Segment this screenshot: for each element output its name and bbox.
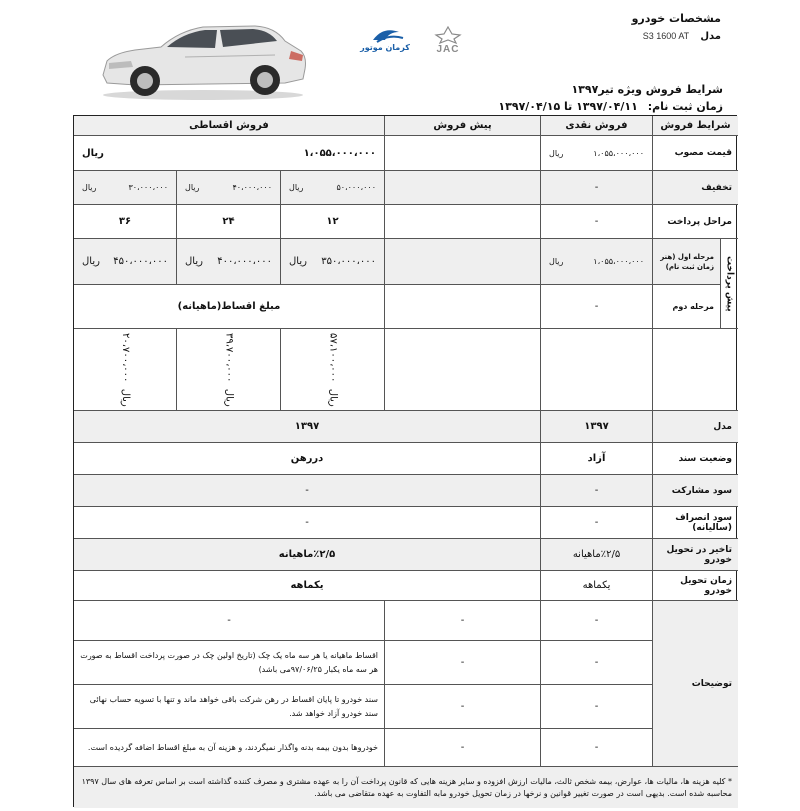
row-label-cancellation-profit: سود انصراف (سالیانه) [653, 507, 738, 539]
currency-label: ریال [82, 256, 100, 267]
cash-price-value: ۱،۰۵۵،۰۰۰،۰۰۰ [593, 148, 644, 158]
row-label-delivery-time: زمان تحویل خودرو [653, 571, 738, 601]
cash-cancellation-profit: - [541, 507, 653, 539]
cash-discount: - [541, 171, 653, 205]
model-value: S3 1600 AT [642, 31, 690, 41]
installment-note-4: خودروها بدون بیمه بدنه واگذار نمیگردند، و هزینه آن به مبلغ اقساط اضافه گردیده است. [74, 729, 385, 767]
cash-stage-two: - [541, 285, 653, 329]
monthly-amount: ۳۹،۷۰۰،۰۰۰ [223, 332, 235, 383]
jac-logo [424, 26, 472, 56]
installment-cancellation-profit: - [74, 507, 541, 539]
row-label-stage-two: مرحله دوم [653, 285, 721, 329]
pre-sale-note-4: - [385, 729, 541, 767]
installment-stage-one-2 [177, 239, 281, 285]
pre-sale-stage-one [385, 239, 541, 285]
cash-payment-stages: - [541, 205, 653, 239]
row-label-delivery-delay: تاخیر در تحویل خودرو [653, 539, 738, 571]
row-label-model: مدل [653, 411, 738, 443]
row-label-notes: توضیحات [653, 601, 738, 767]
currency-label: ریال [327, 388, 339, 407]
row-label-stage-one: مرحله اول (هنر زمان ثبت نام) [653, 239, 721, 285]
car-image [95, 17, 310, 102]
installment-monthly-label: مبلغ اقساط(ماهیانه) [74, 285, 385, 329]
jac-logo-text: JAC [436, 44, 460, 55]
installment-price-value: ۱،۰۵۵،۰۰۰،۰۰۰ [303, 147, 376, 159]
installment-monthly-3 [74, 329, 177, 411]
installment-stage-one-3 [74, 239, 177, 285]
row-label-discount: تخفیف [653, 171, 738, 205]
currency-label: ریال [549, 257, 564, 266]
row-label-payment-stages: مراحل پرداخت [653, 205, 738, 239]
monthly-value [327, 333, 339, 407]
installment-discount-2 [177, 171, 281, 205]
cash-note-3: - [541, 685, 653, 729]
cash-delivery-time: یکماهه [541, 571, 653, 601]
installment-stage-one-1 [281, 239, 385, 285]
pre-sale-note-1: - [385, 601, 541, 641]
installment-monthly-1 [281, 329, 385, 411]
pre-sale-note-2: - [385, 641, 541, 685]
discount-value: ۳۰،۰۰۰،۰۰۰ [128, 183, 168, 192]
monthly-value [119, 333, 131, 407]
discount-value: ۴۰،۰۰۰،۰۰۰ [232, 183, 272, 192]
cash-monthly [541, 329, 653, 411]
currency-label: ریال [82, 183, 97, 192]
currency-label: ریال [82, 147, 104, 159]
pre-payment-group [721, 239, 738, 329]
cash-partnership-profit: - [541, 475, 653, 507]
col-header-conditions: شرایط فروش [653, 116, 738, 136]
currency-label: ریال [223, 388, 235, 407]
kerman-motor-logo [355, 26, 415, 58]
installment-note-2: اقساط ماهیانه یا هر سه ماه یک چک (تاریخ اولین چک در صورت پرداخت اقساط به صورت هر سه ماه یکبار ۹۷/۰۶/۲۵می باشد) [74, 641, 385, 685]
cash-note-1: - [541, 601, 653, 641]
installment-delivery-time: یکماهه [74, 571, 541, 601]
spec-title: مشخصات خودرو [631, 12, 721, 25]
currency-label: ریال [289, 183, 304, 192]
currency-label: ریال [549, 148, 564, 158]
stage-one-value: ۴۰۰،۰۰۰،۰۰۰ [217, 256, 272, 267]
installment-partnership-profit: - [74, 475, 541, 507]
model-line [643, 31, 721, 42]
kerman-logo-icon [355, 26, 415, 44]
installment-model: ۱۳۹۷ [74, 411, 541, 443]
cash-document-status: آزاد [541, 443, 653, 475]
pre-sale-monthly [385, 329, 541, 411]
currency-label: ریال [120, 388, 131, 407]
installment-stage-1: ۱۲ [281, 205, 385, 239]
pre-payment-label: پیش پرداخت [724, 255, 735, 312]
installment-document-status: دررهن [74, 443, 541, 475]
installment-delivery-delay: ٪۲/۵ماهیانه [74, 539, 541, 571]
sale-title: شرایط فروش ویژه تیر۱۳۹۷ [571, 83, 723, 96]
pre-sale-payment-stages [385, 205, 541, 239]
installment-stage-3: ۳۶ [74, 205, 177, 239]
col-header-installment: فروش اقساطی [74, 116, 385, 136]
row-label-document-status: وضعیت سند [653, 443, 738, 475]
monthly-value [223, 333, 235, 407]
pre-sale-note-3: - [385, 685, 541, 729]
currency-label: ریال [289, 256, 307, 267]
row-label-partnership-profit: سود مشارکت [653, 475, 738, 507]
installment-approved-price [74, 136, 385, 171]
monthly-amount: ۵۷،۱۰۰،۰۰۰ [327, 332, 339, 383]
label-monthly-empty [653, 329, 738, 411]
col-header-pre-sale: پیش فروش [385, 116, 541, 136]
sales-conditions-table [73, 115, 737, 807]
installment-stage-2: ۲۴ [177, 205, 281, 239]
currency-label: ریال [185, 183, 200, 192]
col-header-cash: فروش نقدی [541, 116, 653, 136]
cash-stage-one-value: ۱،۰۵۵،۰۰۰،۰۰۰ [593, 257, 644, 266]
cash-stage-one [541, 239, 653, 285]
registration-value: ۱۳۹۷/۰۴/۱۱ تا ۱۳۹۷/۰۴/۱۵ [498, 100, 638, 113]
jac-star-icon [424, 26, 472, 44]
currency-label: ریال [185, 256, 203, 267]
installment-note-3: سند خودرو تا پایان اقساط در رهن شرکت باقی خواهد ماند و تنها با تسویه حساب نهائی سند خودرو آزاد خواهد شد. [74, 685, 385, 729]
registration-label: زمان ثبت نام: [647, 100, 723, 113]
kerman-logo-text: کرمان موتور [360, 43, 410, 52]
footer-note: * کلیه هزینه ها، مالیات ها، عوارض، بیمه شخص ثالث، مالیات ارزش افزوده و سایر هزینه هایی که قانون پرداخت آن را به عهده مشتری و مصرف کننده گذاشته است بر اساس تعرفه های سال ۱۳۹۷ محاسبه شده است. بدیهی است در صورت تغییر قوانین و نرخها در زمان تحویل خودرو مابه التفاوت به عهده متقاضی می باشد. [74, 767, 738, 808]
installment-discount-1 [281, 171, 385, 205]
cash-model: ۱۳۹۷ [541, 411, 653, 443]
stage-one-value: ۴۵۰،۰۰۰،۰۰۰ [113, 256, 168, 267]
installment-discount-3 [74, 171, 177, 205]
cash-delivery-delay: ٪۲/۵ماهیانه [541, 539, 653, 571]
pre-sale-discount [385, 171, 541, 205]
registration-period [498, 100, 723, 113]
pre-sale-approved-price [385, 136, 541, 171]
installment-monthly-2 [177, 329, 281, 411]
stage-one-value: ۳۵۰،۰۰۰،۰۰۰ [321, 256, 376, 267]
cash-note-4: - [541, 729, 653, 767]
model-label: مدل [700, 31, 721, 42]
cash-approved-price [541, 136, 653, 171]
pre-sale-stage-two [385, 285, 541, 329]
discount-value: ۵۰،۰۰۰،۰۰۰ [336, 183, 376, 192]
row-label-approved-price: قیمت مصوب [653, 136, 738, 171]
monthly-amount: ۲۰،۷۰۰،۰۰۰ [120, 332, 131, 383]
installment-note-1: - [74, 601, 385, 641]
cash-note-2: - [541, 641, 653, 685]
